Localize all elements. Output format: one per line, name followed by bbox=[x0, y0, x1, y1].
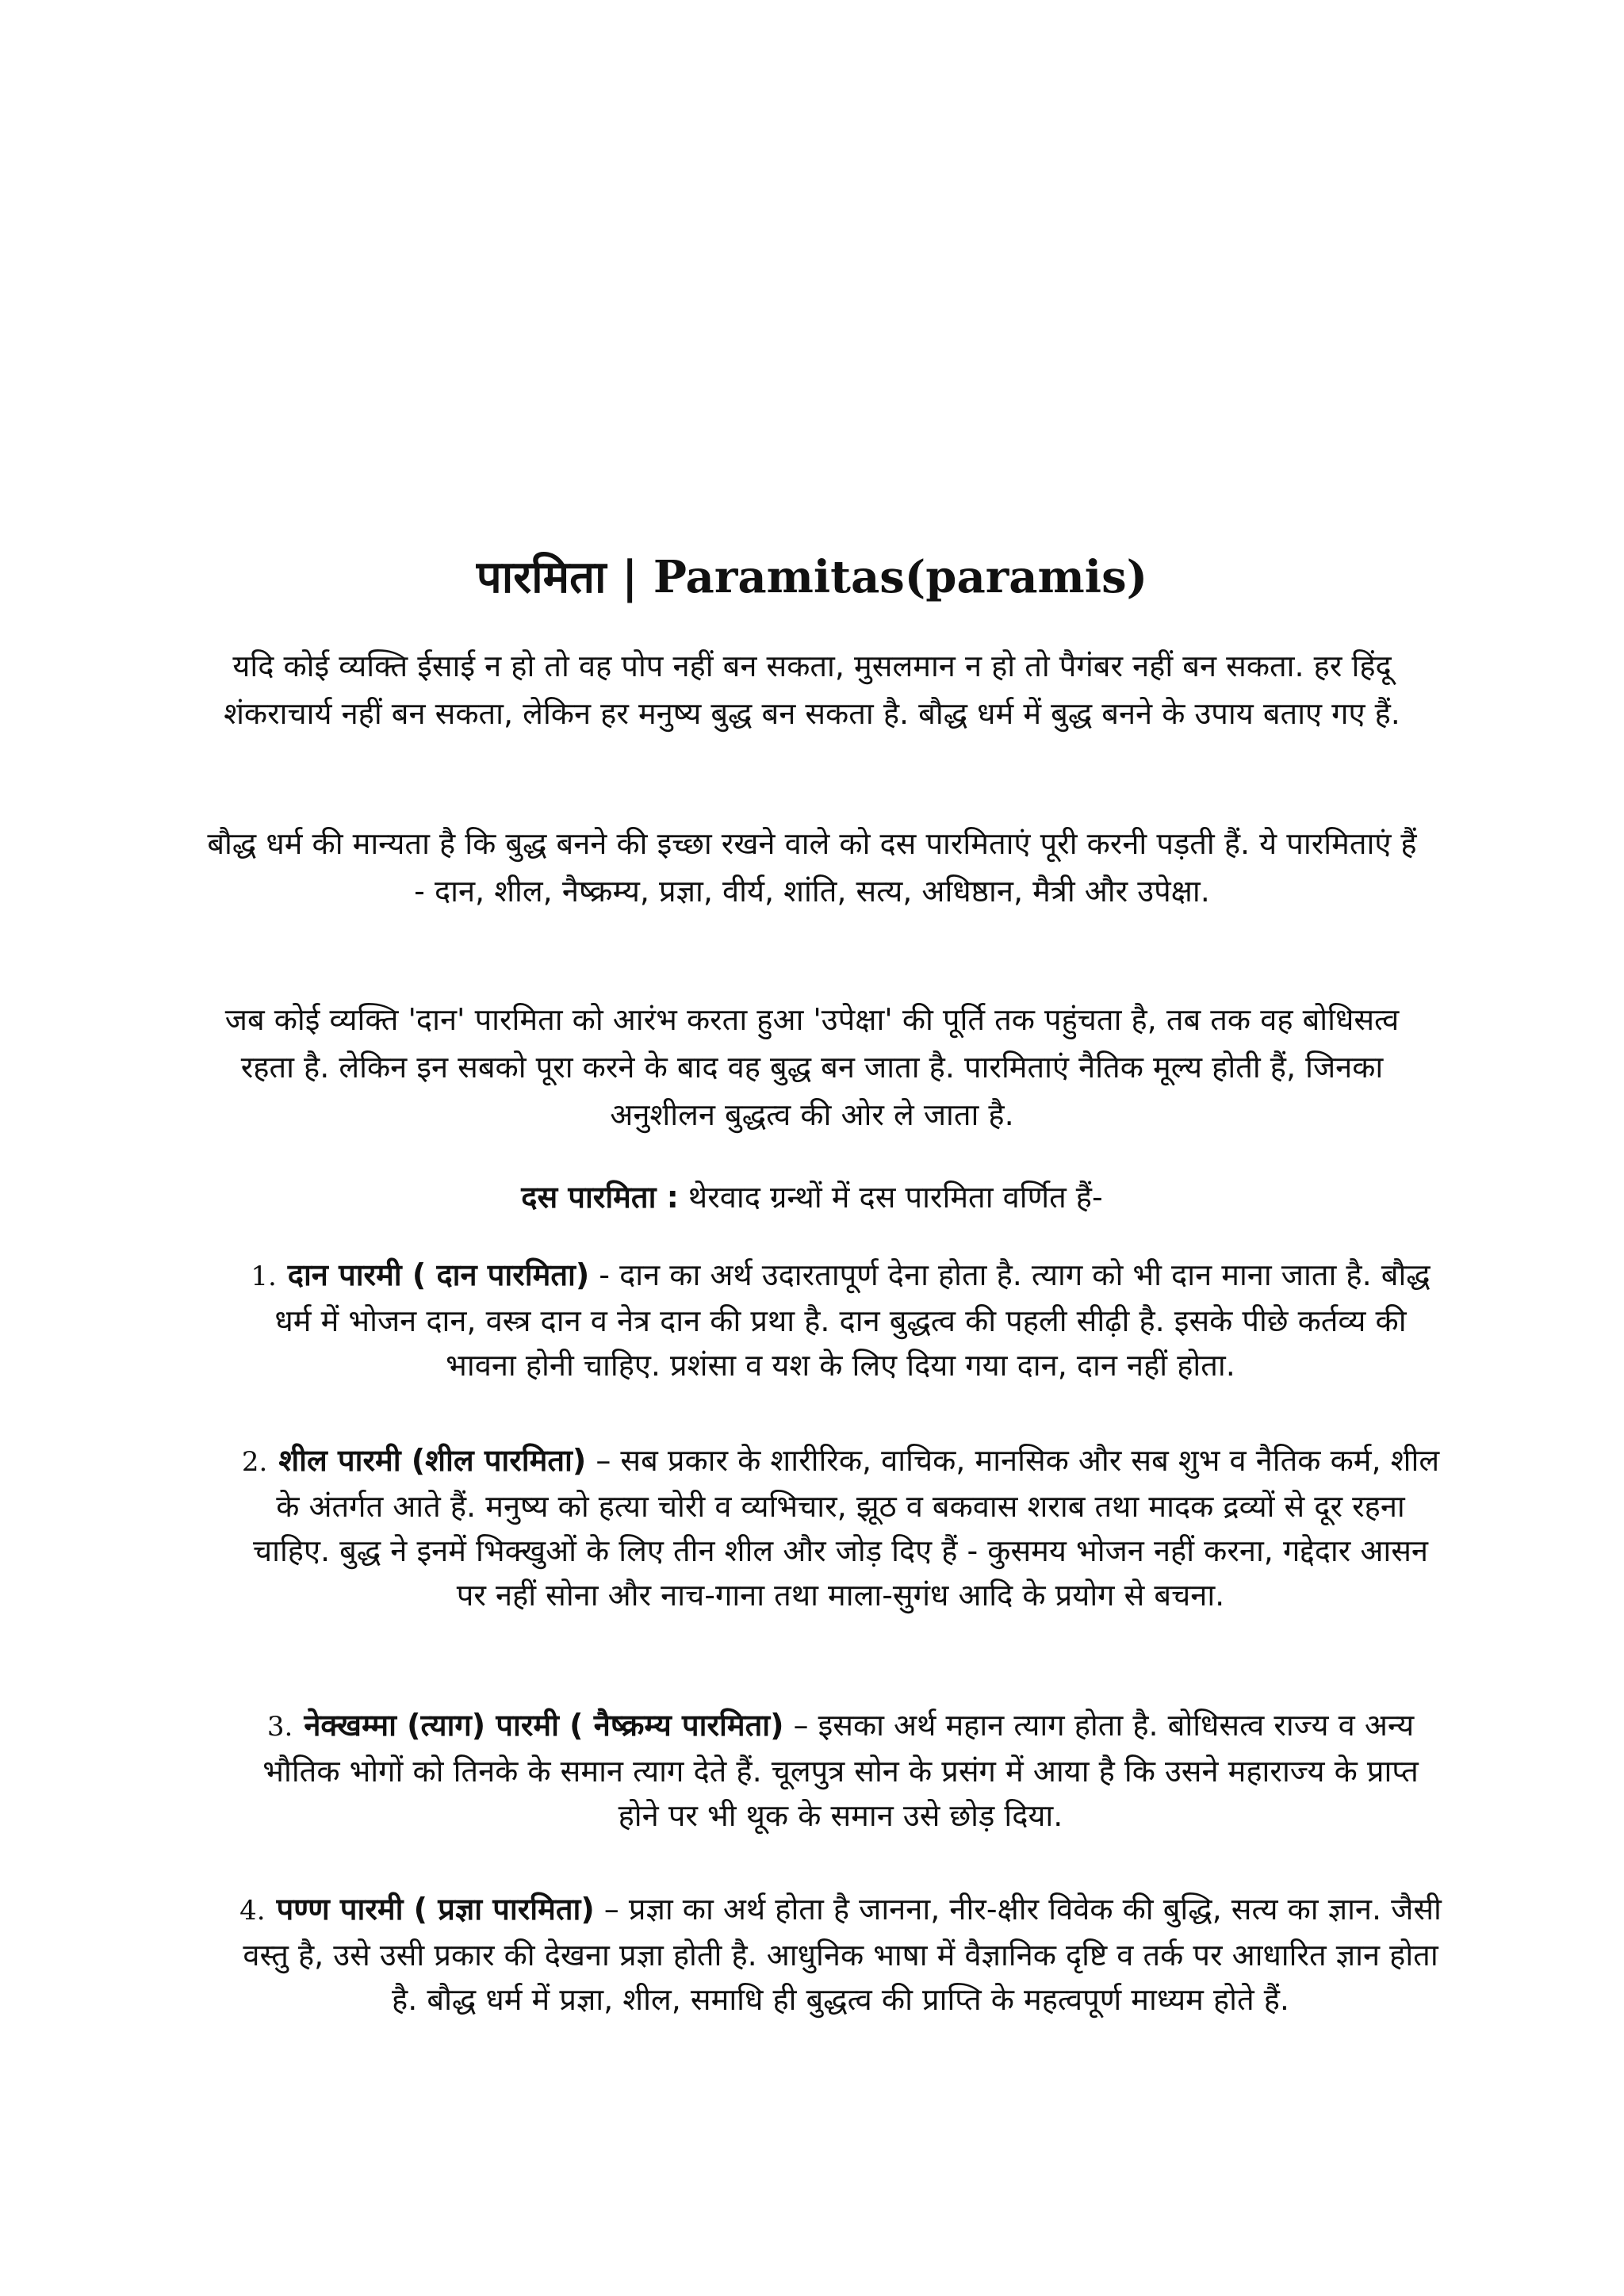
intro-paragraph-1: यदि कोई व्यक्ति ईसाई न हो तो वह पोप नहीं बन सकता, मुसलमान न हो तो पैगंबर नहीं बन सकता. हर हिंदू शंकराचार्य नहीं बन सकता, लेकिन हर मनुष्य बुद्ध बन सकता है. बौद्ध धर्म में बुद्ध बनने के उपाय बताए गए हैं. bbox=[224, 649, 1400, 731]
list-item bbox=[238, 1887, 1443, 2022]
list-item-number: 3. bbox=[266, 1711, 293, 1743]
list-item-text: – सब प्रकार के शारीरिक, वाचिक, मानसिक और सब शुभ व नैतिक कर्म, शील के अंतर्गत आते हैं. मनुष्य को हत्या चोरी व व्यभिचार, झूठ व बकवास शराब तथा मादक द्रव्यों से दूर रहना चाहिए. बुद्ध ने इनमें भिक्खुओं के लिए तीन शील और जोड़ दिए हैं - कुसमय भोजन नहीं करना, गद्देदार आसन पर नहीं सोना और नाच-गाना तथा माला-सुगंध आदि के प्रयोग से बचना. bbox=[252, 1443, 1440, 1613]
list-item bbox=[238, 1438, 1443, 1617]
list-item-title: पण्ण पारमी ( प्रज्ञा पारमिता) bbox=[276, 1892, 595, 1927]
list-item-text: – इसका अर्थ महान त्याग होता है. बोधिसत्व राज्य व अन्य भौतिक भोगों को तिनके के समान त्याग देते हैं. चूलपुत्र सोन के प्रसंग में आया है कि उसने महाराज्य के प्राप्त होने पर भी थूक के समान उसे छोड़ दिया. bbox=[262, 1708, 1419, 1833]
list-item bbox=[238, 1703, 1443, 1838]
list-item-title: नेक्खम्मा (त्याग) पारमी ( नैष्क्रम्य पारमिता) bbox=[304, 1708, 784, 1743]
list-item-text: - दान का अर्थ उदारतापूर्ण देना होता है. त्याग को भी दान माना जाता है. बौद्ध धर्म में भोजन दान, वस्त्र दान व नेत्र दान की प्रथा है. दान बुद्धत्व की पहली सीढ़ी है. इसके पीछे कर्तव्य की भावना होनी चाहिए. प्रशंसा व यश के लिए दिया गया दान, दान नहीं होता. bbox=[274, 1257, 1431, 1383]
list-item bbox=[238, 1253, 1443, 1387]
list-item-number: 4. bbox=[239, 1895, 266, 1927]
list-item-title: दान पारमी ( दान पारमिता) bbox=[287, 1257, 590, 1292]
list-item-text: – प्रज्ञा का अर्थ होता है जानना, नीर-क्षीर विवेक की बुद्धि, सत्य का ज्ञान. जैसी वस्तु है, उसे उसी प्रकार की देखना प्रज्ञा होती है. आधुनिक भाषा में वैज्ञानिक दृष्टि व तर्क पर आधारित ज्ञान होता है. बौद्ध धर्म में प्रज्ञा, शील, समाधि ही बुद्धत्व की प्राप्ति के महत्वपूर्ण माध्यम होते हैं. bbox=[243, 1892, 1442, 2017]
section-heading bbox=[0, 1173, 1624, 1221]
list-item-title: शील पारमी (शील पारमिता) bbox=[278, 1443, 587, 1478]
title-english: Paramitas(paramis) bbox=[653, 551, 1148, 603]
section-heading-text: थेरवाद ग्रन्थों में दस पारमिता वर्णित हैं- bbox=[678, 1180, 1103, 1215]
list-item-number: 1. bbox=[251, 1261, 277, 1292]
list-item-number: 2. bbox=[241, 1446, 268, 1478]
page-title bbox=[0, 545, 1624, 610]
title-separator: | bbox=[622, 551, 638, 603]
intro-paragraph-3: जब कोई व्यक्ति 'दान' पारमिता को आरंभ करता हुआ 'उपेक्षा' की पूर्ति तक पहुंचता है, तब तक वह बोधिसत्व रहता है. लेकिन इन सबको पूरा करने के बाद वह बुद्ध बन जाता है. पारमिताएं नैतिक मूल्य होती हैं, जिनका अनुशीलन बुद्धत्व की ओर ले जाता है. bbox=[224, 1002, 1400, 1132]
section-heading-bold: दस पारमिता : bbox=[521, 1180, 679, 1215]
intro-paragraph-2: बौद्ध धर्म की मान्यता है कि बुद्ध बनने की इच्छा रखने वाले को दस पारमिताएं पूरी करनी पड़ती हैं. ये पारमिताएं हैं - दान, शील, नैष्क्रम्य, प्रज्ञा, वीर्य, शांति, सत्य, अधिष्ठान, मैत्री और उपेक्षा. bbox=[207, 826, 1417, 909]
title-hindi: पारमिता bbox=[476, 552, 607, 603]
